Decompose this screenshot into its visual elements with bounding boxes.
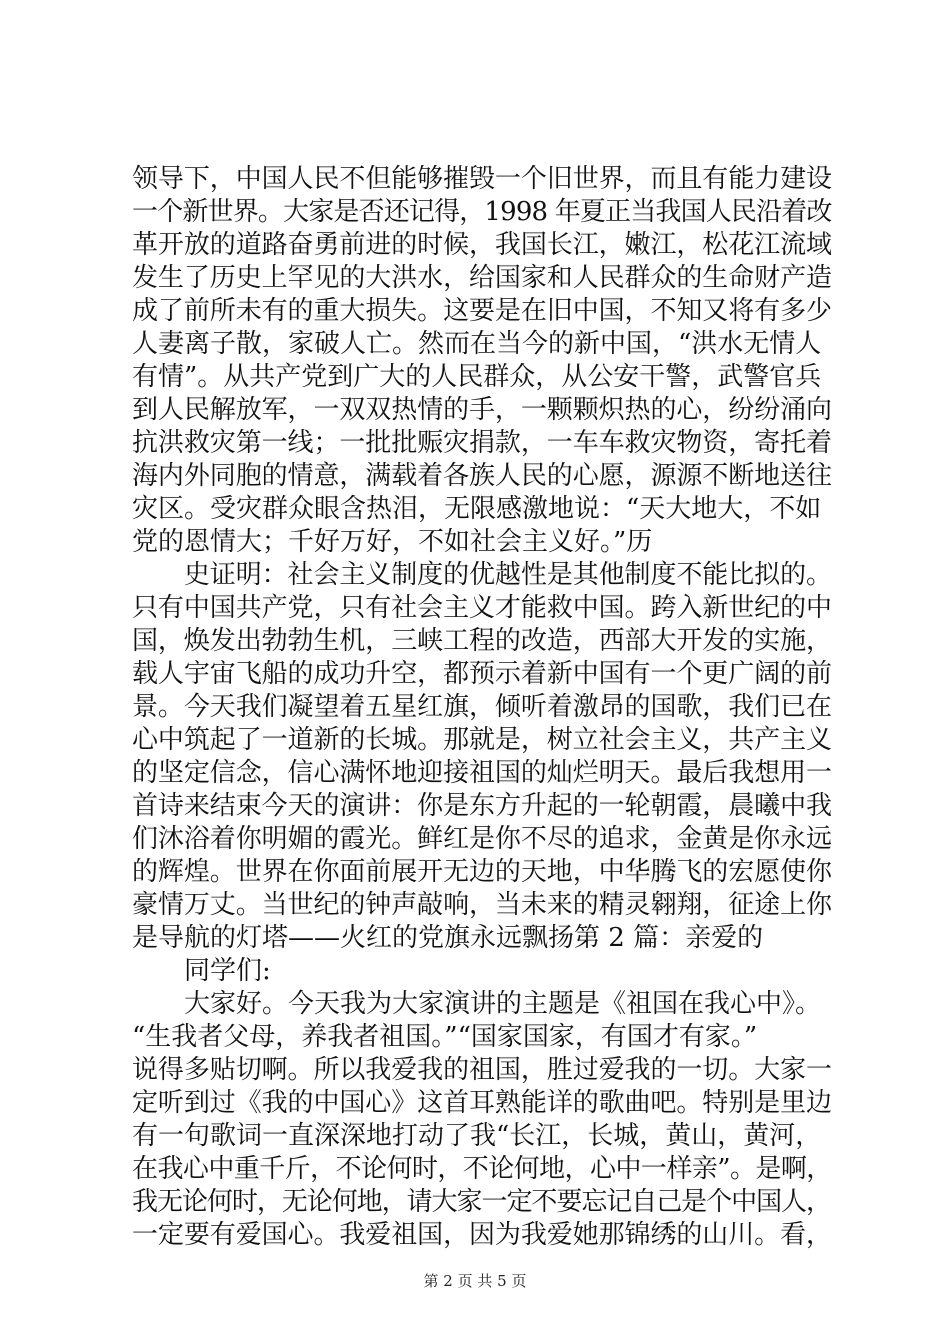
text-line: 抗洪救灾第一线；一批批赈灾捐款，一车车救灾物资，寄托着 <box>132 428 832 458</box>
text-line: 到人民解放军，一双双热情的手，一颗颗炽热的心，纷纷涌向 <box>132 395 832 425</box>
text-line: 首诗来结束今天的演讲：你是东方升起的一轮朝霞，晨曦中我 <box>132 791 832 821</box>
text-line: 的坚定信念，信心满怀地迎接祖国的灿烂明天。最后我想用一 <box>132 758 832 788</box>
text-line: 成了前所未有的重大损失。这要是在旧中国，不知又将有多少 <box>132 296 832 326</box>
text-line: 一定要有爱国心。我爱祖国，因为我爱她那锦绣的山川。看， <box>132 1220 832 1250</box>
text-line: 载人宇宙飞船的成功升空，都预示着新中国有一个更广阔的前 <box>132 659 832 689</box>
text-line: 国，焕发出勃勃生机，三峡工程的改造，西部大开发的实施， <box>132 626 832 656</box>
text-line: 大家好。今天我为大家演讲的主题是《祖国在我心中》。 <box>132 989 822 1019</box>
text-line: 革开放的道路奋勇前进的时候，我国长江，嫩江，松花江流域 <box>132 230 832 260</box>
text-line: 是导航的灯塔——火红的党旗永远飘扬第 2 篇：亲爱的 <box>132 923 764 953</box>
text-line: 灾区。受灾群众眼含热泪，无限感激地说：“天大地大，不如 <box>132 494 822 524</box>
text-line: 我无论何时，无论何地，请大家一定不要忘记自己是个中国人， <box>132 1187 831 1217</box>
text-line: 史证明：社会主义制度的优越性是其他制度不能比拟的。 <box>132 560 832 590</box>
text-line: 有情”。从共产党到广大的人民群众，从公安干警，武警官兵 <box>132 362 822 392</box>
text-line: 海内外同胞的情意，满载着各族人民的心愿，源源不断地送往 <box>132 461 832 491</box>
text-line: 发生了历史上罕见的大洪水，给国家和人民群众的生命财产造 <box>132 263 832 293</box>
text-line: 有一句歌词一直深深地打动了我“长江，长城，黄山，黄河， <box>132 1121 822 1151</box>
text-line: 的辉煌。世界在你面前展开无边的天地，中华腾飞的宏愿使你 <box>132 857 832 887</box>
text-line: 豪情万丈。当世纪的钟声敲响，当未来的精灵翱翔，征途上你 <box>132 890 832 920</box>
page-footer: 第 2 页 共 5 页 <box>423 1272 527 1290</box>
text-line: 人妻离子散，家破人亡。然而在当今的新中国，“洪水无情人 <box>132 329 822 359</box>
text-line: 只有中国共产党，只有社会主义才能救中国。跨入新世纪的中 <box>132 593 832 623</box>
text-line: 同学们: <box>132 956 271 986</box>
text-line: 说得多贴切啊。所以我爱我的祖国，胜过爱我的一切。大家一 <box>132 1055 832 1085</box>
text-line: 在我心中重千斤，不论何时，不论何地，心中一样亲”。是啊， <box>132 1154 832 1184</box>
document-body <box>132 163 832 1252</box>
text-line: 景。今天我们凝望着五星红旗，倾听着激昂的国歌，我们已在 <box>132 692 832 722</box>
text-line: “生我者父母，养我者祖国。”“国家国家，有国才有家。” <box>132 1022 758 1052</box>
text-line: 领导下，中国人民不但能够摧毁一个旧世界，而且有能力建设 <box>132 164 832 194</box>
text-line: 一个新世界。大家是否还记得，1998 年夏正当我国人民沿着改 <box>132 197 832 227</box>
text-line: 心中筑起了一道新的长城。那就是，树立社会主义，共产主义 <box>132 725 832 755</box>
text-line: 党的恩情大；千好万好，不如社会主义好。”历 <box>132 527 653 557</box>
text-line: 们沐浴着你明媚的霞光。鲜红是你不尽的追求，金黄是你永远 <box>132 824 832 854</box>
text-line: 定听到过《我的中国心》这首耳熟能详的歌曲吧。特别是里边 <box>132 1088 832 1118</box>
